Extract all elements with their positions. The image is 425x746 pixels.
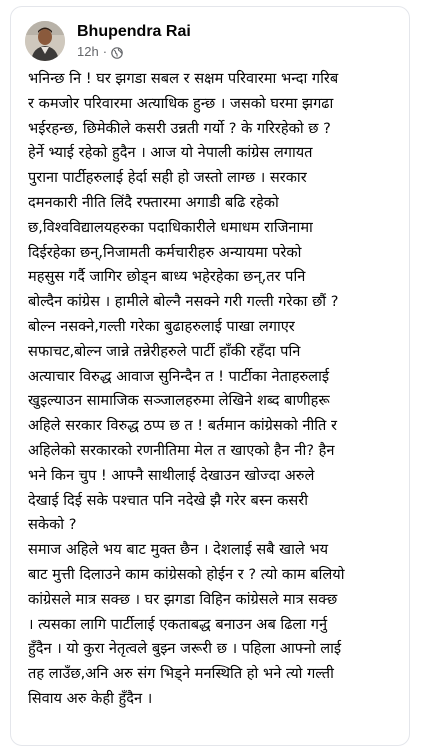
avatar-image <box>25 21 65 61</box>
post-text-line: सकेको ? <box>28 516 77 534</box>
post-text-line: हेर्ने भ्याई रहेको हुदैन । आज यो नेपाली कांग्रेस लगायत <box>28 144 313 162</box>
post-text-line: खुइल्याउन सामाजिक सञ्जालहरुमा लेखिने शब्द बाणीहरू <box>28 392 330 410</box>
post-text-line: पुराना पार्टीहरुलाई हेर्दा सही हो जस्तो लाग्छ । सरकार <box>28 169 307 187</box>
post-text-line: बाट मुत्ती दिलाउने काम कांग्रेसको होईन र ? त्यो काम बलियो <box>28 565 345 583</box>
post-text-line: कांग्रेसले मात्र सक्छ । घर झगडा विहिन कांग्रेसले मात्र सक्छ <box>28 590 338 608</box>
post-text-line: र कमजोर परिवारमा अत्याधिक हुन्छ । जसको घरमा झगढा <box>28 94 334 112</box>
post-text-line: सिवाय अरु केही हुँदैन । <box>28 689 153 707</box>
post-text-line: देखाई दिई सके पश्चात पनि नदेखे झै गरेर बस्न कसरी <box>28 491 308 509</box>
meta-separator: · <box>102 43 108 59</box>
post-text-line: हुँदैन । यो कुरा नेतृत्वले बुझ्न जरूरी छ । पहिला आफ्नो लाई <box>28 640 342 658</box>
post-text-line: सफाचट,बोल्न जान्ने तन्नेरीहरुले पार्टी हाँकी रहँदा पनि <box>28 342 301 360</box>
post-text-line: भईरहन्छ, छिमेकीले कसरी उन्नती गर्यो ? के गरिरहेको छ ? <box>28 119 331 137</box>
post-text-line: अत्याचार विरुद्ध आवाज सुनिन्दैन त ! पार्टीका नेताहरुलाई <box>28 367 330 385</box>
post-text-line: समाज अहिले भय बाट मुक्त छैन । देशलाई सबै खाले भय <box>28 541 329 559</box>
globe-icon[interactable] <box>111 46 123 58</box>
author-name[interactable]: Bhupendra Rai <box>77 22 191 40</box>
post-header <box>25 19 191 63</box>
post-text-line: महसुस गर्दै जागिर छोड्न बाध्य भहेरहेका छन्,तर पनि <box>28 268 306 286</box>
post-text-line: दमनकारी नीति लिंदै रफ्तारमा अगाडी बढि रहेको <box>28 193 279 211</box>
post-text-line: दिईरहेका छन्,निजामती कर्मचारीहरु अन्यायमा परेको <box>28 243 302 261</box>
post-text-line: बोल्दैन कांग्रेस । हामीले बोल्नै नसक्ने गरी गल्ती गरेका छौं ? <box>28 293 339 311</box>
post-text-line: अहिले सरकार विरुद्ध ठप्प छ त ! बर्तमान कांग्रेसको नीति र <box>28 417 337 435</box>
post-text-line: भने किन चुप ! आफ्नै साथीलाई देखाउन खोज्दा अरुले <box>28 466 315 484</box>
post-body <box>28 67 406 712</box>
author-avatar[interactable] <box>25 21 65 61</box>
post-text-line: तह लाउँछ,अनि अरु संग भिड्ने मनस्थिति हो भने त्यो गल्ती <box>28 665 334 683</box>
post-text-line: बोल्न नसक्ने,गल्ती गरेका बुढाहरुलाई पाखा लगाएर <box>28 317 295 335</box>
post-meta <box>77 22 191 61</box>
post-timestamp[interactable]: 12h <box>77 43 99 59</box>
post-card <box>10 6 410 746</box>
post-subline <box>77 43 191 61</box>
post-text-line: । त्यसका लागि पार्टीलाई एकताबद्ध बनाउन अब ढिला गर्नु <box>28 615 328 633</box>
post-text-line: छ,विश्वविद्यालयहरुका पदाधिकारीले धमाधम राजिनामा <box>28 218 313 236</box>
post-text-line: भनिन्छ नि ! घर झगडा सबल र सक्षम परिवारमा भन्दा गरिब <box>28 70 339 87</box>
post-text-line: अहिलेको सरकारको रणनीतिमा मेल त खाएको हैन नी? हैन <box>28 441 335 459</box>
